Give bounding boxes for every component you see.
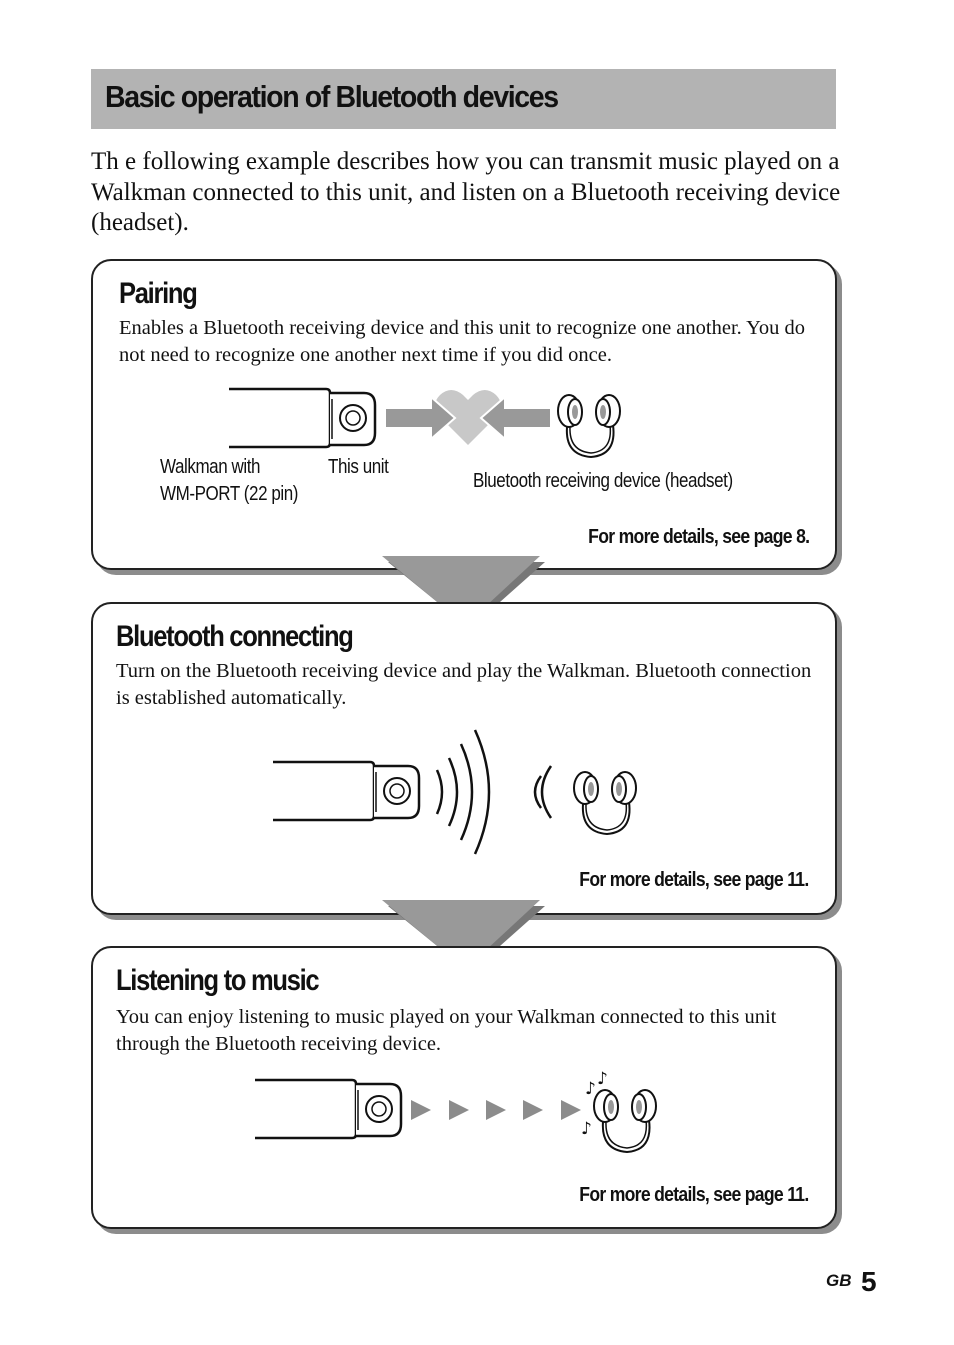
listening-description: You can enjoy listening to music played on your Walkman connected to this unit through the Bluetooth receiving device.	[116, 1006, 777, 1055]
svg-text:♪: ♪	[581, 1119, 592, 1139]
walkman-icon	[255, 1078, 405, 1140]
music-flow-arrows-icon	[411, 1098, 583, 1122]
walkman-caption: Walkman with WM-PORT (22 pin)	[160, 456, 299, 505]
listening-heading: Listening to music	[116, 964, 319, 997]
unit-caption: This unit	[328, 456, 389, 478]
connecting-more-details: For more details, see page 11.	[579, 869, 809, 891]
walkman-icon	[273, 760, 423, 822]
page-number: 5	[861, 1266, 877, 1297]
headset-icon	[571, 764, 643, 838]
connecting-box	[91, 602, 837, 915]
title-bar	[91, 69, 836, 129]
headset-icon	[591, 1082, 663, 1156]
headset-caption: Bluetooth receiving device (headset)	[473, 470, 733, 492]
svg-text:♪: ♪	[585, 1079, 596, 1099]
listening-more-details: For more details, see page 11.	[579, 1184, 809, 1206]
intro-paragraph: Th e following example describes how you can transmit music played on a Walkman connected to this unit, and listen on a Bluetooth receiving device (headset).	[91, 148, 841, 236]
pairing-box	[91, 259, 837, 570]
svg-text:♪: ♪	[597, 1069, 608, 1089]
pairing-heading: Pairing	[119, 277, 197, 310]
wireless-signal-icon	[431, 730, 561, 854]
language-code: GB	[826, 1271, 852, 1290]
pairing-description: Enables a Bluetooth receiving device and this unit to recognize one another. You do not need to recognize one another next time if you did once.	[119, 317, 806, 366]
connecting-description: Turn on the Bluetooth receiving device and play the Walkman. Bluetooth connection is established automatically.	[116, 660, 812, 709]
headset-icon	[555, 387, 627, 461]
walkman-icon	[229, 387, 379, 449]
listening-box	[91, 946, 837, 1229]
connecting-heading: Bluetooth connecting	[116, 620, 353, 653]
page-title: Basic operation of Bluetooth devices	[105, 79, 558, 114]
pairing-more-details: For more details, see page 8.	[587, 526, 809, 548]
pairing-heart-icon	[385, 387, 551, 449]
